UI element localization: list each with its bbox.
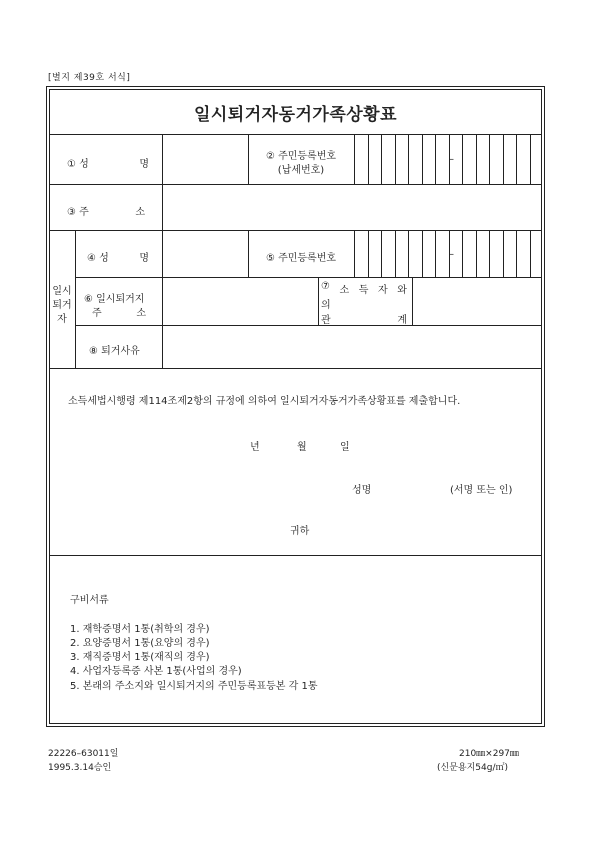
name-label-1-part-b: 명 <box>139 159 149 170</box>
digit-box-divider <box>530 134 531 184</box>
column-line <box>248 134 249 184</box>
row-line <box>49 184 542 185</box>
name-label-1-part-a: 성 <box>79 159 89 170</box>
name-label-2-num-and-a <box>87 249 109 264</box>
relationship-label-line-2: 의 <box>321 300 331 311</box>
digit-box-divider <box>368 134 369 184</box>
section-line <box>49 555 542 556</box>
digit-box-divider <box>489 230 490 277</box>
relationship-label-part-a: 관 <box>321 315 331 326</box>
rrn-dash-1: – <box>449 154 454 165</box>
date-year-label: 년 <box>250 442 260 453</box>
temp-address-label-line-2 <box>92 304 146 319</box>
digit-box-divider <box>516 134 517 184</box>
circle-number-1: ① <box>67 159 76 170</box>
form-title: 일시퇴거자동거가족상황표 <box>193 105 398 125</box>
digit-box-divider <box>381 134 382 184</box>
temp-address-label-part-a: 주 <box>92 308 102 319</box>
side-label-line-1: 일시 <box>52 286 72 297</box>
digit-box-divider <box>530 230 531 277</box>
footer-paper-size: 210㎜×297㎜ <box>459 749 519 759</box>
column-line <box>412 277 413 325</box>
date-month-label: 월 <box>297 442 307 453</box>
digit-box-divider <box>462 134 463 184</box>
rrn-label-2: ⑤ 주민등록번호 <box>265 253 337 264</box>
column-line <box>318 277 319 325</box>
digit-box-divider <box>489 134 490 184</box>
column-line <box>162 134 163 184</box>
footer-form-code: 22226–63011일 <box>48 749 119 759</box>
rrn-label-1: ② 주민등록번호 <box>265 151 337 162</box>
relationship-char-4: 와 <box>397 285 407 296</box>
side-label-line-3: 자 <box>57 314 67 325</box>
row-line <box>75 277 542 278</box>
column-line <box>162 184 163 230</box>
relationship-label-line-1 <box>321 281 407 296</box>
circle-number-3: ③ <box>67 207 76 218</box>
name-label-1-num-and-a <box>67 155 89 170</box>
date-day-label: 일 <box>340 442 350 453</box>
digit-box-divider <box>503 230 504 277</box>
digit-box-divider <box>422 134 423 184</box>
required-doc-item: 4. 사업자등록증 사본 1통(사업의 경우) <box>70 666 242 677</box>
relationship-label-part-b: 계 <box>397 315 407 326</box>
digit-box-divider <box>381 230 382 277</box>
submission-statement: 소득세법시행령 제114조제2항의 규정에 의하여 일시퇴거자동거가족상황표를 제출합니다. <box>68 396 461 407</box>
relationship-char-3: 자 <box>378 285 388 296</box>
column-line <box>248 230 249 277</box>
rrn-sublabel-1: (납세번호) <box>277 165 325 176</box>
footer-paper-type: (신문용지54g/㎡) <box>437 763 508 773</box>
column-line <box>162 230 163 368</box>
digit-box-divider <box>395 230 396 277</box>
digit-box-divider <box>395 134 396 184</box>
address-label-part-a: 주 <box>79 207 89 218</box>
digit-box-divider <box>476 134 477 184</box>
digit-box-divider <box>503 134 504 184</box>
temp-address-label-part-b: 소 <box>136 308 146 319</box>
circle-number-4: ④ <box>87 253 96 264</box>
move-reason-label: ⑧ 퇴거사유 <box>89 346 140 357</box>
digit-box-divider <box>354 134 355 184</box>
digit-box-divider <box>516 230 517 277</box>
table-top-line <box>49 134 542 135</box>
name-label-2-part-b: 명 <box>139 253 149 264</box>
digit-box-divider <box>408 230 409 277</box>
row-line <box>75 325 542 326</box>
digit-box-divider <box>476 230 477 277</box>
row-line <box>49 230 542 231</box>
signature-note: (서명 또는 인) <box>450 485 513 496</box>
required-doc-item: 3. 재직증명서 1통(재직의 경우) <box>70 652 210 663</box>
digit-box-divider <box>422 230 423 277</box>
signature-name-label: 성명 <box>352 485 372 496</box>
relationship-char-2: 득 <box>358 285 369 296</box>
name-label-1 <box>67 155 149 170</box>
required-doc-item: 1. 재학증명서 1통(취학의 경우) <box>70 624 210 635</box>
relationship-label-line-3 <box>321 311 407 326</box>
rrn-dash-2: – <box>449 249 454 260</box>
required-doc-item: 5. 본래의 주소지와 일시퇴거지의 주민등록표등본 각 1통 <box>70 681 318 692</box>
footer-approval-date: 1995.3.14승인 <box>48 763 112 773</box>
digit-box-divider <box>354 230 355 277</box>
digit-box-divider <box>408 134 409 184</box>
relationship-char-1: 소 <box>339 285 350 296</box>
circle-number-7: ⑦ <box>321 281 330 292</box>
required-docs-heading: 구비서류 <box>70 595 109 606</box>
digit-box-divider <box>368 230 369 277</box>
addressee-label: 귀하 <box>290 526 310 537</box>
address-label-num-and-a <box>67 203 89 218</box>
digit-box-divider <box>435 230 436 277</box>
name-label-2 <box>87 249 149 264</box>
required-doc-item: 2. 요양증명서 1통(요양의 경우) <box>70 638 210 649</box>
name-label-2-part-a: 성 <box>99 253 109 264</box>
form-number-label: [별지 제39호 서식] <box>48 73 131 83</box>
row-line <box>49 368 542 369</box>
side-label-line-2: 퇴거 <box>52 300 72 311</box>
column-line <box>75 230 76 368</box>
temp-address-label-line-1: ⑥ 일시퇴거지 <box>84 294 145 305</box>
digit-box-divider <box>462 230 463 277</box>
digit-box-divider <box>435 134 436 184</box>
address-label-part-b: 소 <box>135 207 145 218</box>
address-label <box>67 203 145 218</box>
